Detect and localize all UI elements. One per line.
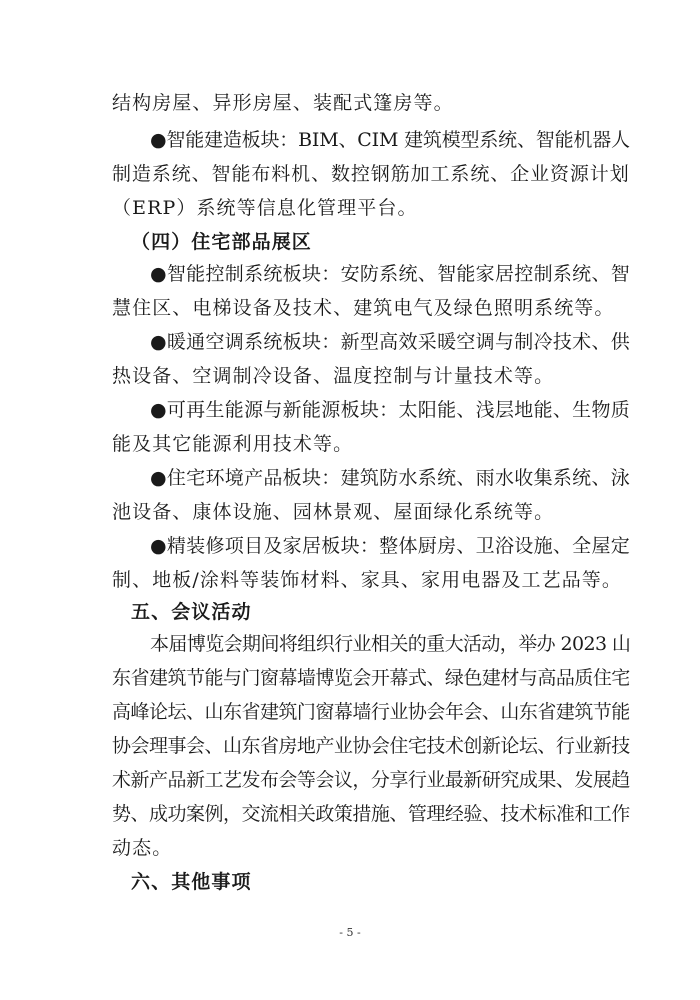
page-number: - 5 - bbox=[339, 926, 361, 939]
